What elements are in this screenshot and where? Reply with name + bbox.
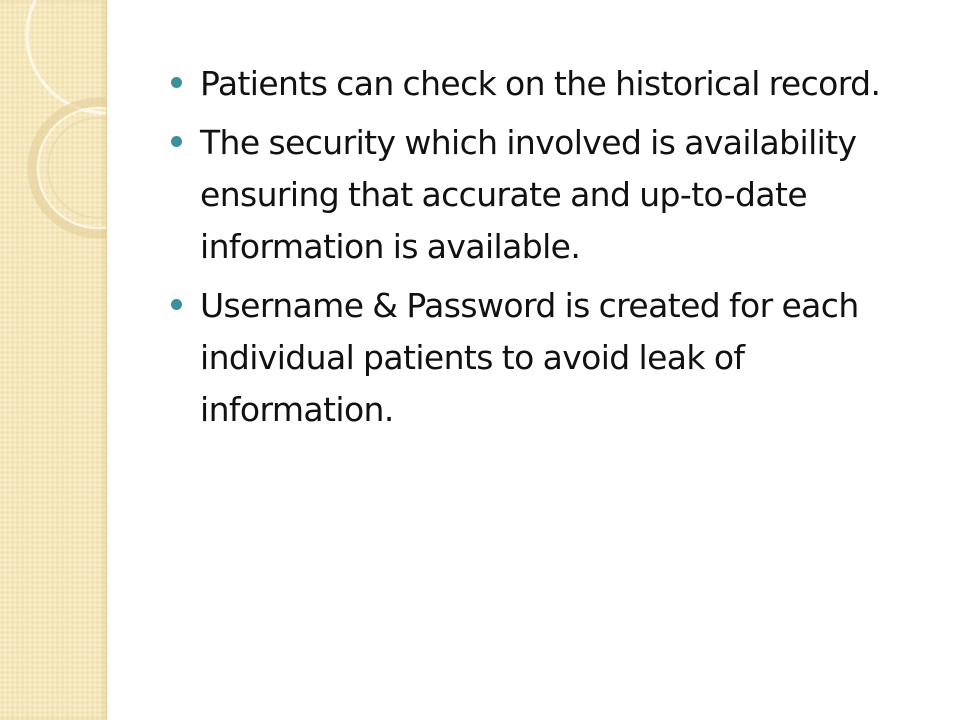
bullet-dot-icon	[171, 299, 182, 310]
decorative-rings	[0, 0, 106, 240]
bullet-text: Patients can check on the historical record.	[200, 64, 881, 103]
bullet-text: Username & Password is created for each individual patients to avoid leak of information.	[200, 286, 859, 429]
bullet-item	[168, 58, 938, 110]
bullet-item	[168, 280, 938, 436]
bullet-text: The security which involved is availability ensuring that accurate and up-to-date information is available.	[200, 123, 857, 266]
bullet-dot-icon	[171, 136, 182, 147]
bullet-dot-icon	[171, 77, 182, 88]
bullet-list	[168, 58, 938, 436]
bullet-item	[168, 117, 938, 273]
decorative-side-band	[0, 0, 107, 720]
slide-body	[168, 58, 938, 443]
